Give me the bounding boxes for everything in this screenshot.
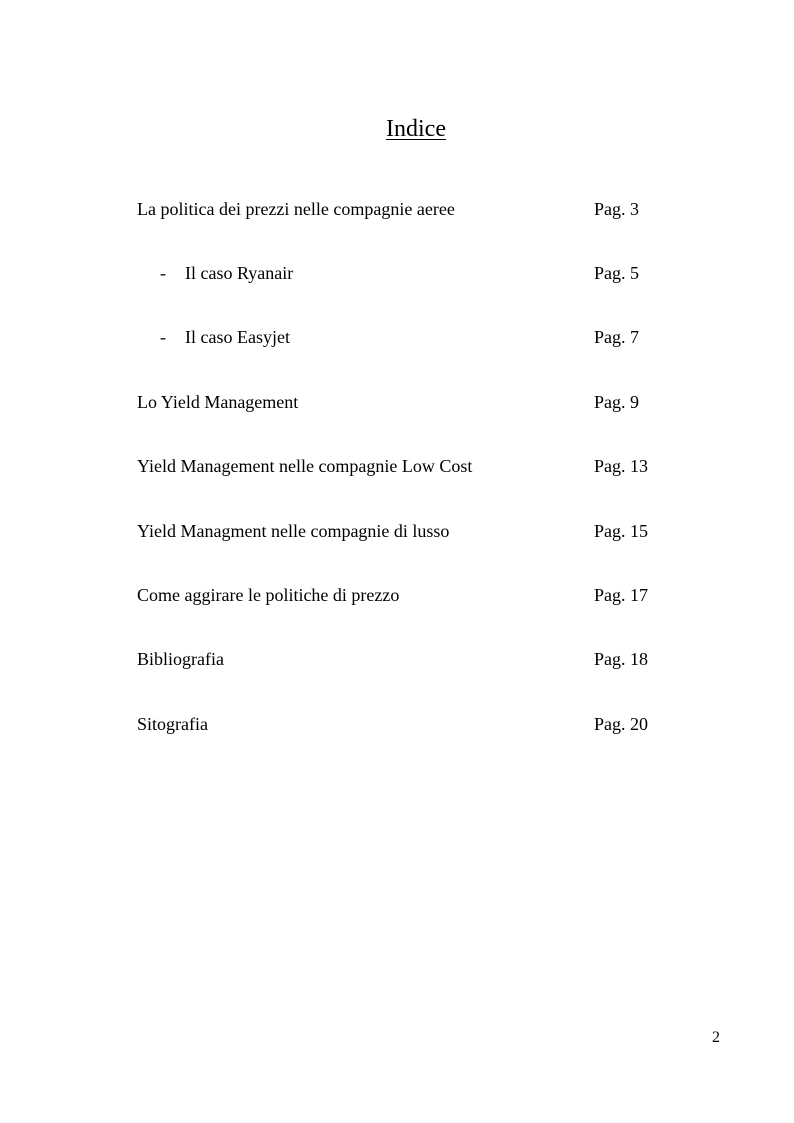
toc-entry-page: Pag. 3 [594, 199, 639, 219]
toc-entry-easyjet [137, 325, 677, 349]
toc-entry-label: La politica dei prezzi nelle compagnie aeree [137, 199, 455, 219]
toc-entry-pricing-workarounds [137, 583, 677, 607]
toc-entry-page: Pag. 18 [594, 649, 648, 669]
toc-entry-page: Pag. 15 [594, 521, 648, 541]
toc-entry-label: Sitografia [137, 714, 208, 734]
page-number: 2 [712, 1029, 720, 1046]
toc-entry-label: Yield Managment nelle compagnie di lusso [137, 521, 450, 541]
toc-entry-page: Pag. 20 [594, 714, 648, 734]
toc-entry-label: Yield Management nelle compagnie Low Cost [137, 456, 473, 476]
toc-entry-label: Il caso Easyjet [185, 327, 290, 347]
toc-entry-bibliography [137, 647, 677, 671]
index-title: Indice [386, 116, 446, 142]
toc-entry-page: Pag. 9 [594, 392, 639, 412]
toc-entry-yield-low-cost [137, 454, 677, 478]
toc-entry-page: Pag. 7 [594, 327, 639, 347]
toc-entry-page: Pag. 17 [594, 585, 648, 605]
toc-entry-pricing-policy [137, 197, 677, 221]
toc-entry-dash: - [160, 327, 166, 347]
toc-entry-ryanair [137, 261, 677, 285]
toc-entry-yield-luxury [137, 519, 677, 543]
toc-entry-page: Pag. 5 [594, 263, 639, 283]
toc-entry-label: Bibliografia [137, 649, 224, 669]
toc-entry-label: Lo Yield Management [137, 392, 299, 412]
toc-entry-label: Come aggirare le politiche di prezzo [137, 585, 400, 605]
toc-entry-dash: - [160, 263, 166, 283]
toc-entry-page: Pag. 13 [594, 456, 648, 476]
toc-entry-yield-management [137, 390, 677, 414]
toc-entry-label: Il caso Ryanair [185, 263, 294, 283]
toc-entry-sitography [137, 712, 677, 736]
